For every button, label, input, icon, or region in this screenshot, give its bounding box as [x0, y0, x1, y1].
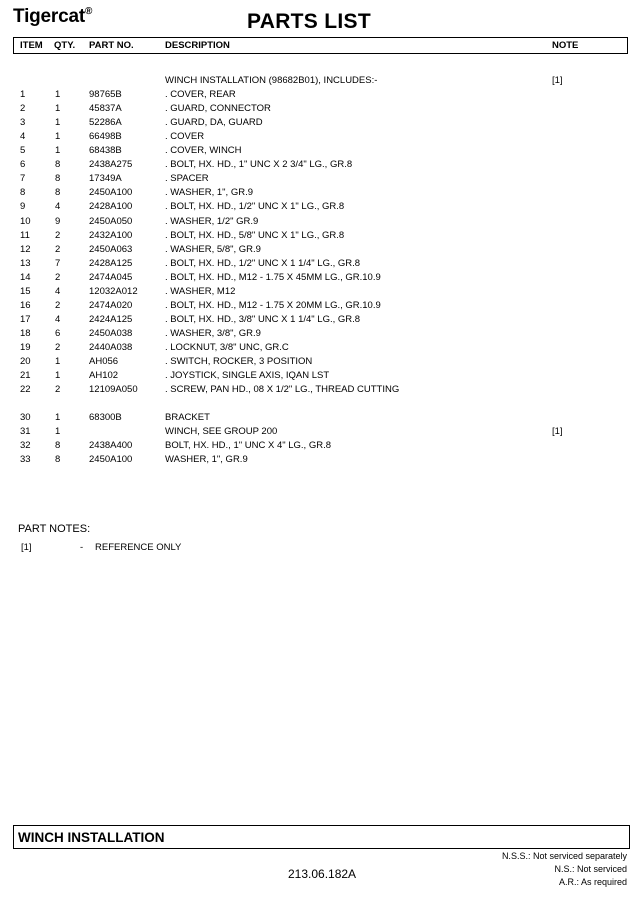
- quantity: 1: [55, 145, 61, 157]
- part-number: AH056: [89, 356, 119, 367]
- registered-mark: ®: [84, 6, 93, 17]
- table-row: [0, 383, 641, 397]
- section-title: WINCH INSTALLATION: [18, 830, 165, 845]
- item-number: 4: [20, 131, 26, 143]
- description: . BOLT, HX. HD., 3/8" UNC X 1 1/4" LG., GR.8: [165, 313, 361, 325]
- item-number: 1: [20, 89, 26, 101]
- table-row: [0, 88, 641, 102]
- quantity: 2: [55, 299, 61, 311]
- description: BOLT, HX. HD., 1" UNC X 4" LG., GR.8: [165, 440, 331, 452]
- quantity: 8: [55, 173, 61, 185]
- description: . LOCKNUT, 3/8" UNC, GR.C: [165, 341, 289, 353]
- part-number: 2450A050: [89, 215, 133, 227]
- legend-line: A.R.: As required: [558, 877, 627, 887]
- table-row: [0, 130, 641, 144]
- table-row: [0, 229, 641, 243]
- table-row: [0, 425, 641, 439]
- table-row: [0, 158, 641, 172]
- table-row: [0, 369, 641, 383]
- item-number: 8: [20, 187, 26, 199]
- part-number: 12032A012: [89, 285, 138, 297]
- quantity: 8: [55, 187, 61, 199]
- item-number: 3: [20, 117, 26, 129]
- table-row: [0, 299, 641, 313]
- part-number: 52286A: [89, 117, 122, 129]
- part-notes-title: PART NOTES:: [18, 523, 91, 535]
- description: . WASHER, 1", GR.9: [165, 187, 254, 199]
- description: . GUARD, CONNECTOR: [165, 103, 271, 115]
- item-number: 30: [20, 412, 31, 424]
- part-note-ref: [1]: [21, 542, 32, 553]
- description: . COVER: [165, 131, 205, 143]
- description: . BOLT, HX. HD., 5/8" UNC X 1" LG., GR.8: [165, 229, 345, 241]
- table-row: [0, 285, 641, 299]
- column-header-bar: [13, 37, 628, 54]
- quantity: 1: [55, 370, 61, 382]
- part-number: 2424A125: [89, 313, 133, 325]
- item-number: 11: [20, 229, 30, 241]
- description: . SWITCH, ROCKER, 3 POSITION: [165, 356, 313, 367]
- quantity: 1: [55, 412, 61, 424]
- part-number: 2438A400: [89, 440, 133, 452]
- item-number: 18: [20, 327, 31, 339]
- item-number: 12: [20, 243, 31, 255]
- legend-line: N.S.S.: Not serviced separately: [501, 851, 627, 861]
- description: . COVER, REAR: [165, 89, 236, 101]
- item-number: 14: [20, 271, 31, 283]
- description: . WASHER, 3/8", GR.9: [165, 327, 261, 339]
- description: . BOLT, HX. HD., M12 - 1.75 X 45MM LG., GR.10.9: [165, 271, 381, 283]
- quantity: 9: [55, 215, 61, 227]
- description: WINCH INSTALLATION (98682B01), INCLUDES:-: [165, 75, 378, 86]
- item-number: 6: [20, 159, 26, 171]
- part-number: 2450A063: [89, 243, 133, 255]
- legend-line: N.S.: Not serviced: [554, 864, 627, 874]
- part-note-row: [0, 541, 641, 555]
- item-number: 33: [20, 454, 31, 466]
- column-header-qty: QTY.: [54, 40, 76, 51]
- description: . SPACER: [165, 173, 209, 185]
- section-title-box: [13, 825, 630, 849]
- part-number: 2474A020: [89, 299, 133, 311]
- table-row: [0, 439, 641, 453]
- item-number: 2: [20, 103, 26, 115]
- part-number: 45837A: [89, 103, 122, 115]
- table-row: [0, 144, 641, 158]
- note-ref: [1]: [552, 75, 563, 86]
- table-row: [0, 257, 641, 271]
- description: . COVER, WINCH: [165, 145, 242, 157]
- table-row: [0, 313, 641, 327]
- table-row: [0, 186, 641, 200]
- part-note-text: REFERENCE ONLY: [95, 542, 182, 553]
- description: . BOLT, HX. HD., 1/2" UNC X 1 1/4" LG., GR.8: [165, 257, 361, 269]
- quantity: 4: [55, 201, 61, 213]
- abbreviation-legend: [502, 850, 627, 889]
- table-row: [0, 411, 641, 425]
- table-row: [0, 327, 641, 341]
- part-number: 66498B: [89, 131, 122, 143]
- description: . WASHER, 1/2" GR.9: [165, 215, 259, 227]
- description: BRACKET: [165, 412, 210, 424]
- item-number: 10: [20, 215, 31, 227]
- item-number: 20: [20, 356, 31, 367]
- part-number: AH102: [89, 370, 119, 382]
- part-number: 2438A275: [89, 159, 133, 171]
- description: . BOLT, HX. HD., M12 - 1.75 X 20MM LG., GR.10.9: [165, 299, 381, 311]
- item-number: 17: [20, 313, 31, 325]
- table-row: [0, 341, 641, 355]
- part-number: 12109A050: [89, 384, 138, 396]
- quantity: 2: [55, 229, 61, 241]
- part-number: 2450A100: [89, 187, 133, 199]
- table-row: [0, 355, 641, 369]
- description: . BOLT, HX. HD., 1/2" UNC X 1" LG., GR.8: [165, 201, 345, 213]
- part-note-dash: -: [80, 542, 84, 553]
- part-number: 2428A125: [89, 257, 133, 269]
- description: . SCREW, PAN HD., 08 X 1/2" LG., THREAD CUTTING: [165, 384, 400, 396]
- table-row: [0, 243, 641, 257]
- brand-name: Tigercat: [13, 6, 85, 27]
- quantity: 1: [55, 117, 61, 129]
- item-number: 31: [20, 426, 31, 438]
- item-number: 16: [20, 299, 31, 311]
- description: WASHER, 1", GR.9: [165, 454, 248, 466]
- description: . GUARD, DA, GUARD: [165, 117, 263, 129]
- column-header-description: DESCRIPTION: [165, 40, 230, 51]
- part-number: 68438B: [89, 145, 122, 157]
- item-number: 32: [20, 440, 31, 452]
- quantity: 6: [55, 327, 61, 339]
- item-number: 15: [20, 285, 31, 297]
- table-row: [0, 172, 641, 186]
- quantity: 4: [55, 313, 61, 325]
- quantity: 2: [55, 271, 61, 283]
- quantity: 2: [55, 341, 61, 353]
- quantity: 1: [55, 89, 61, 101]
- item-number: 9: [20, 201, 26, 213]
- column-header-part-no: PART NO.: [89, 40, 134, 51]
- part-number: 68300B: [89, 412, 122, 424]
- quantity: 7: [55, 257, 61, 269]
- quantity: 4: [55, 285, 61, 297]
- brand-logo: [13, 6, 92, 28]
- quantity: 8: [55, 440, 61, 452]
- quantity: 2: [55, 243, 61, 255]
- description: . WASHER, 5/8", GR.9: [165, 243, 261, 255]
- table-row: [0, 200, 641, 214]
- quantity: 1: [55, 103, 61, 115]
- column-header-note: NOTE: [552, 40, 579, 51]
- part-number: 17349A: [89, 173, 122, 185]
- part-number: 2440A038: [89, 341, 133, 353]
- description: . JOYSTICK, SINGLE AXIS, IQAN LST: [165, 370, 330, 382]
- part-number: 2450A100: [89, 454, 133, 466]
- item-number: 21: [20, 370, 31, 382]
- quantity: 1: [55, 356, 61, 367]
- part-number: 98765B: [89, 89, 122, 101]
- table-row: [0, 102, 641, 116]
- quantity: 1: [55, 426, 61, 438]
- quantity: 8: [55, 159, 61, 171]
- item-number: 19: [20, 341, 31, 353]
- description: . WASHER, M12: [165, 285, 236, 297]
- item-number: 5: [20, 145, 26, 157]
- description: WINCH, SEE GROUP 200: [165, 426, 278, 438]
- page-title: PARTS LIST: [247, 10, 371, 33]
- table-row: [0, 453, 641, 467]
- part-number: 2428A100: [89, 201, 133, 213]
- table-row: [0, 116, 641, 130]
- table-row: [0, 215, 641, 229]
- quantity: 2: [55, 384, 61, 396]
- item-number: 7: [20, 173, 26, 185]
- part-number: 2474A045: [89, 271, 133, 283]
- document-number: 213.06.182A: [288, 867, 357, 881]
- part-number: 2432A100: [89, 229, 133, 241]
- table-row: [0, 271, 641, 285]
- column-header-item: ITEM: [20, 40, 43, 51]
- table-row: [0, 74, 641, 88]
- quantity: 8: [55, 454, 61, 466]
- note-ref: [1]: [552, 426, 563, 438]
- part-number: 2450A038: [89, 327, 133, 339]
- description: . BOLT, HX. HD., 1" UNC X 2 3/4" LG., GR.8: [165, 159, 353, 171]
- quantity: 1: [55, 131, 61, 143]
- item-number: 22: [20, 384, 31, 396]
- item-number: 13: [20, 257, 31, 269]
